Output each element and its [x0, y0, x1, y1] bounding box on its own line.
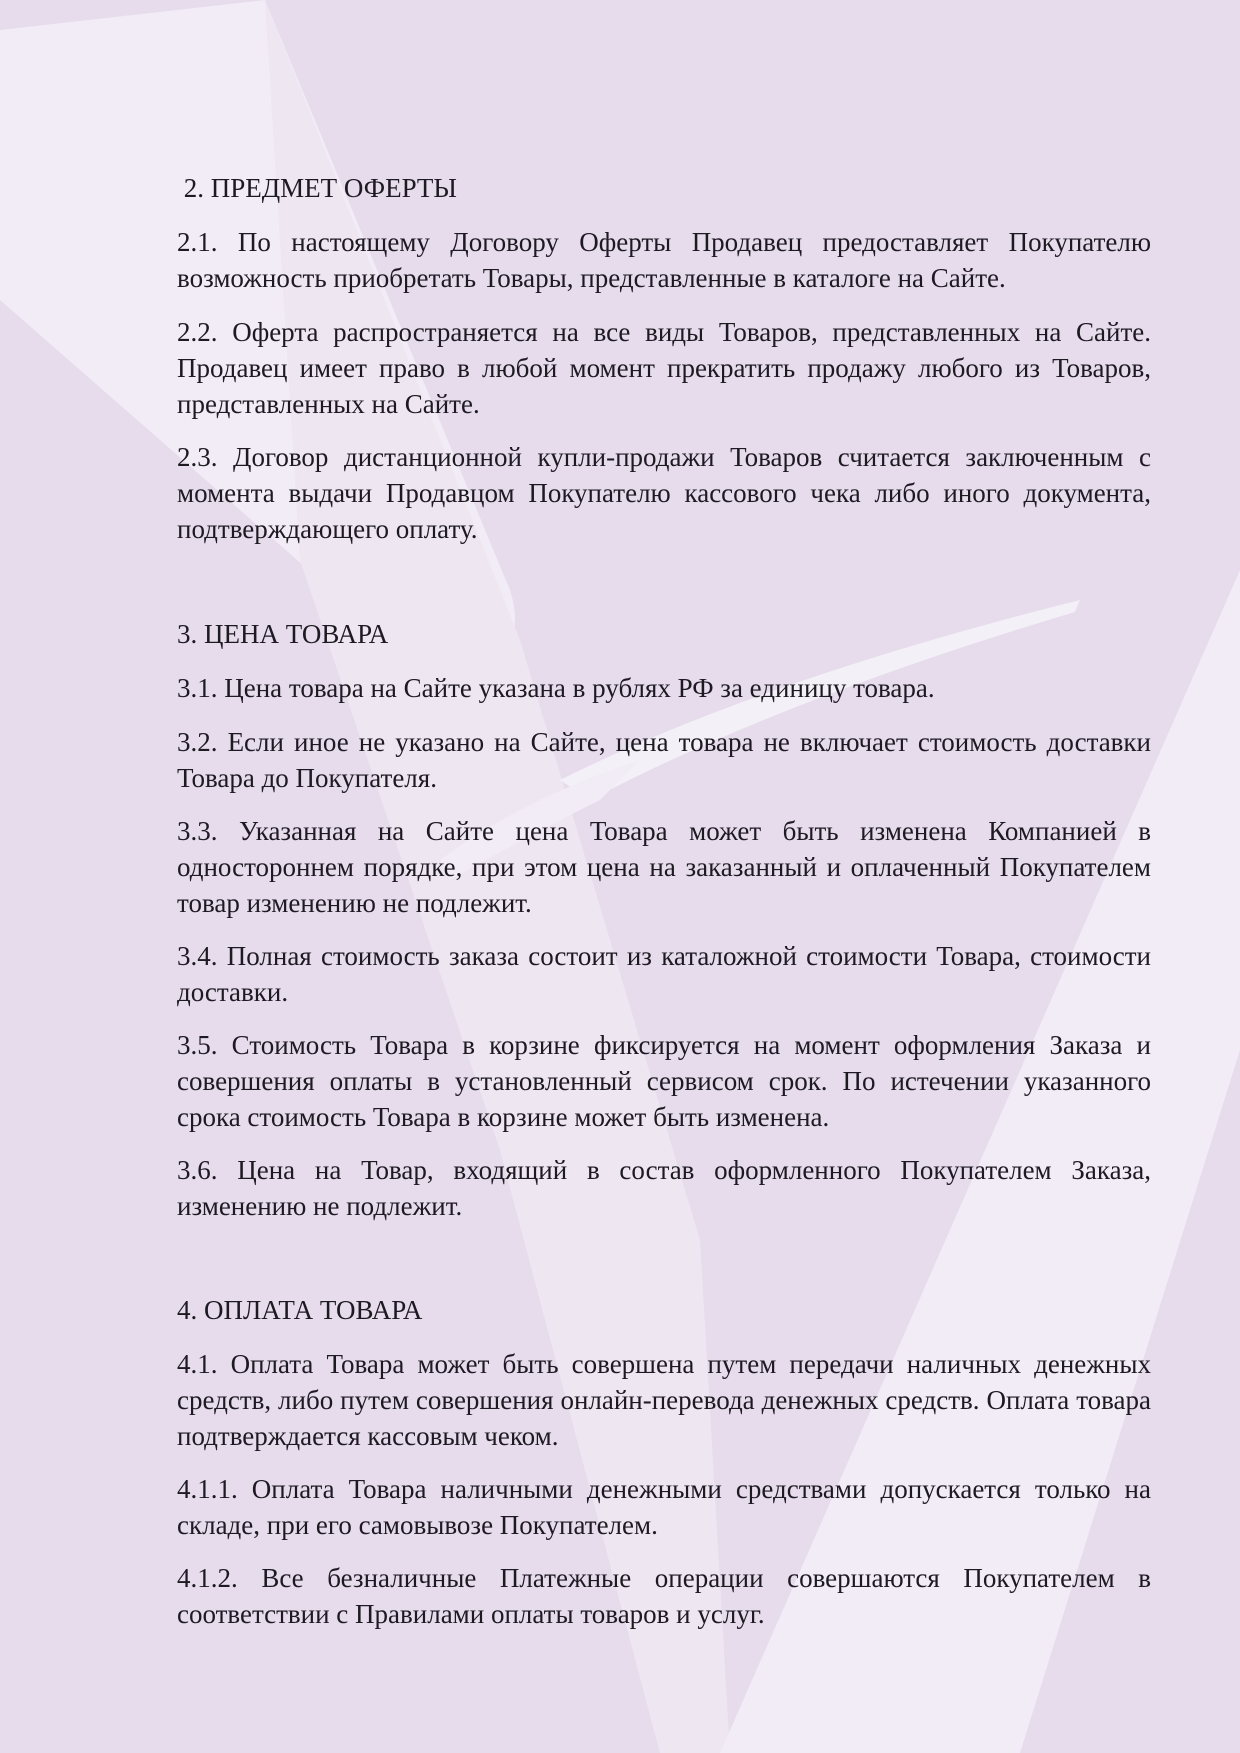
paragraph-text: 3.5. Стоимость Товара в корзине фиксируется на момент оформления Заказа и совершения оплаты в установленный сервисом срок. По истечении указанного срока стоимость Товара в корзине может быть изменена. [177, 1030, 1151, 1132]
section-price [177, 616, 1151, 652]
paragraph-3-4 [177, 938, 1151, 1010]
section-heading: 3. ЦЕНА ТОВАРА [177, 619, 389, 649]
paragraph-4-1-2 [177, 1560, 1151, 1632]
paragraph-text: 2.1. По настоящему Договору Оферты Продавец предоставляет Покупателю возможность приобретать Товары, представленные в каталоге на Сайте. [177, 227, 1151, 293]
paragraph-3-1 [177, 670, 1151, 706]
paragraph-4-1 [177, 1346, 1151, 1454]
paragraph-text: 3.2. Если иное не указано на Сайте, цена товара не включает стоимость доставки Товара до Покупателя. [177, 727, 1151, 793]
section-heading: 2. ПРЕДМЕТ ОФЕРТЫ [177, 173, 457, 203]
paragraph-text: 2.2. Оферта распространяется на все виды Товаров, представленных на Сайте. Продавец имеет право в любой момент прекратить продажу любого из Товаров, представленных на Сайте. [177, 317, 1151, 419]
section-heading: 4. ОПЛАТА ТОВАРА [177, 1295, 423, 1325]
paragraph-text: 2.3. Договор дистанционной купли-продажи Товаров считается заключенным с момента выдачи Продавцом Покупателю кассового чека либо иного документа, подтверждающего оплату. [177, 442, 1151, 544]
paragraph-3-2 [177, 724, 1151, 796]
paragraph-text: 4.1. Оплата Товара может быть совершена путем передачи наличных денежных средств, либо путем совершения онлайн-перевода денежных средств. Оплата товара подтверждается кассовым чеком. [177, 1349, 1151, 1451]
section-payment [177, 1292, 1151, 1328]
paragraph-3-5 [177, 1027, 1151, 1135]
paragraph-text: 4.1.1. Оплата Товара наличными денежными средствами допускается только на складе, при его самовывозе Покупателем. [177, 1474, 1151, 1540]
section-subject [177, 170, 1151, 206]
paragraph-3-3 [177, 813, 1151, 921]
paragraph-text: 3.3. Указанная на Сайте цена Товара может быть изменена Компанией в одностороннем порядке, при этом цена на заказанный и оплаченный Покупателем товар изменению не подлежит. [177, 816, 1151, 918]
paragraph-3-6 [177, 1152, 1151, 1224]
paragraph-text: 4.1.2. Все безналичные Платежные операции совершаются Покупателем в соответствии с Правилами оплаты товаров и услуг. [177, 1563, 1151, 1629]
paragraph-text: 3.1. Цена товара на Сайте указана в рублях РФ за единицу товара. [177, 673, 935, 703]
paragraph-text: 3.6. Цена на Товар, входящий в состав оформленного Покупателем Заказа, изменению не подлежит. [177, 1155, 1151, 1221]
paragraph-2-1 [177, 224, 1151, 296]
paragraph-2-3 [177, 439, 1151, 547]
paragraph-4-1-1 [177, 1471, 1151, 1543]
paragraph-2-2 [177, 314, 1151, 422]
paragraph-text: 3.4. Полная стоимость заказа состоит из каталожной стоимости Товара, стоимости доставки. [177, 941, 1151, 1007]
